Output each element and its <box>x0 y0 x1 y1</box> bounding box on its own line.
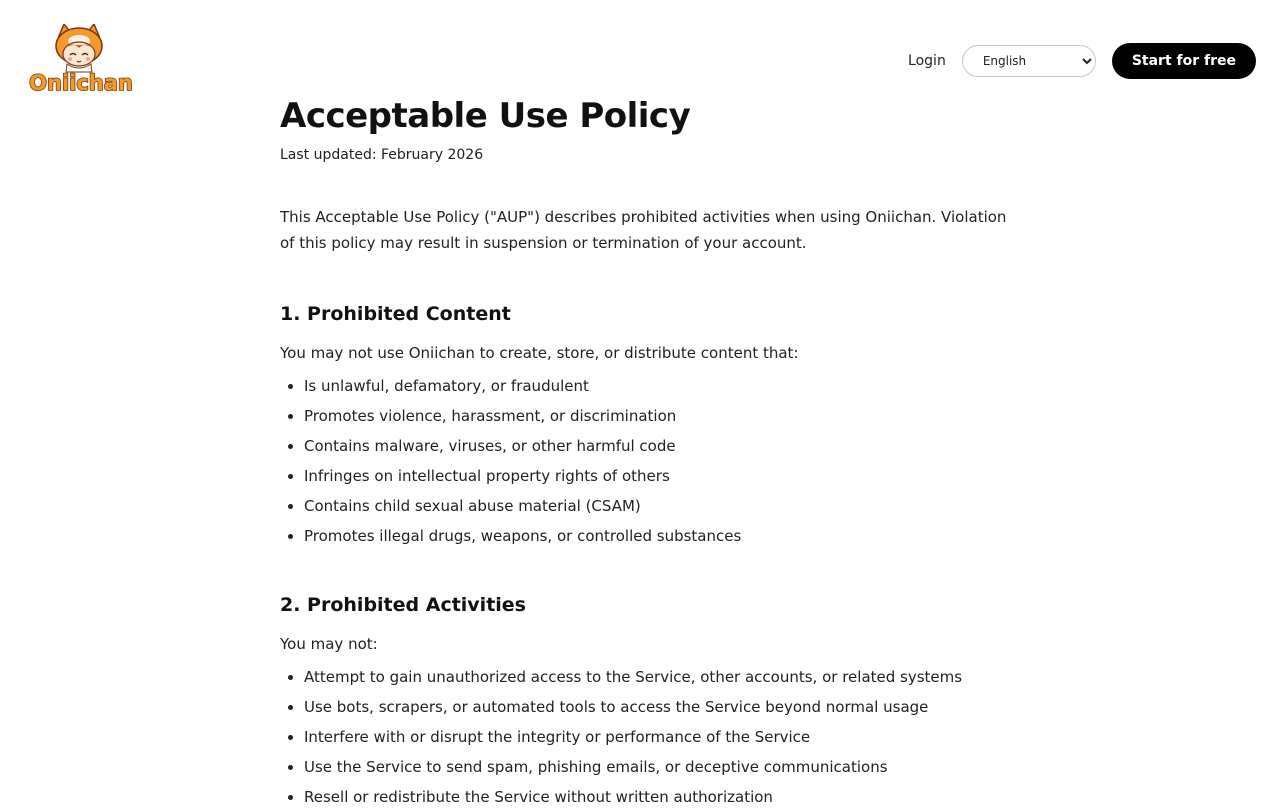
list-item: • Promotes violence, harassment, or discrimination <box>304 401 1020 431</box>
list-item: • Promotes illegal drugs, weapons, or controlled substances <box>304 521 1020 551</box>
site-header <box>0 0 1280 100</box>
logo-wordmark: Oniichan <box>29 71 133 95</box>
list-item: • Is unlawful, defamatory, or fraudulent <box>304 371 1020 401</box>
section-lead: You may not: <box>280 635 378 653</box>
section-heading: 1. Prohibited Content <box>280 303 511 325</box>
language-select[interactable] <box>962 45 1096 77</box>
section-prohibited-activities <box>280 591 1020 812</box>
list-item: • Interfere with or disrupt the integrity or performance of the Service <box>304 722 1020 752</box>
page-title: Acceptable Use Policy <box>280 96 691 136</box>
header-nav <box>908 43 1256 79</box>
list-item: • Use the Service to send spam, phishing emails, or deceptive communications <box>304 752 1020 782</box>
prohibited-content-list <box>280 371 1020 551</box>
mascot-logo-icon <box>26 24 136 96</box>
prohibited-activities-list <box>280 662 1020 812</box>
last-updated: Last updated: February 2026 <box>280 147 484 163</box>
start-for-free-button[interactable]: Start for free <box>1112 43 1256 79</box>
list-item: • Infringes on intellectual property rights of others <box>304 461 1020 491</box>
list-item: • Resell or redistribute the Service without written authorization <box>304 782 1020 812</box>
list-item: • Contains child sexual abuse material (CSAM) <box>304 491 1020 521</box>
intro-paragraph: This Acceptable Use Policy ("AUP") describes prohibited activities when using Oniichan. Violation of this policy may result in suspension or termination of your account. <box>280 208 1007 252</box>
policy-content <box>280 92 1020 812</box>
section-lead: You may not use Oniichan to create, store, or distribute content that: <box>280 344 799 362</box>
list-item: • Attempt to gain unauthorized access to the Service, other accounts, or related systems <box>304 662 1020 692</box>
oniichan-logo[interactable] <box>26 24 136 96</box>
section-heading: 2. Prohibited Activities <box>280 594 526 616</box>
list-item: • Contains malware, viruses, or other harmful code <box>304 431 1020 461</box>
section-prohibited-content <box>280 300 1020 551</box>
list-item: • Use bots, scrapers, or automated tools to access the Service beyond normal usage <box>304 692 1020 722</box>
login-link[interactable]: Login <box>908 53 946 69</box>
